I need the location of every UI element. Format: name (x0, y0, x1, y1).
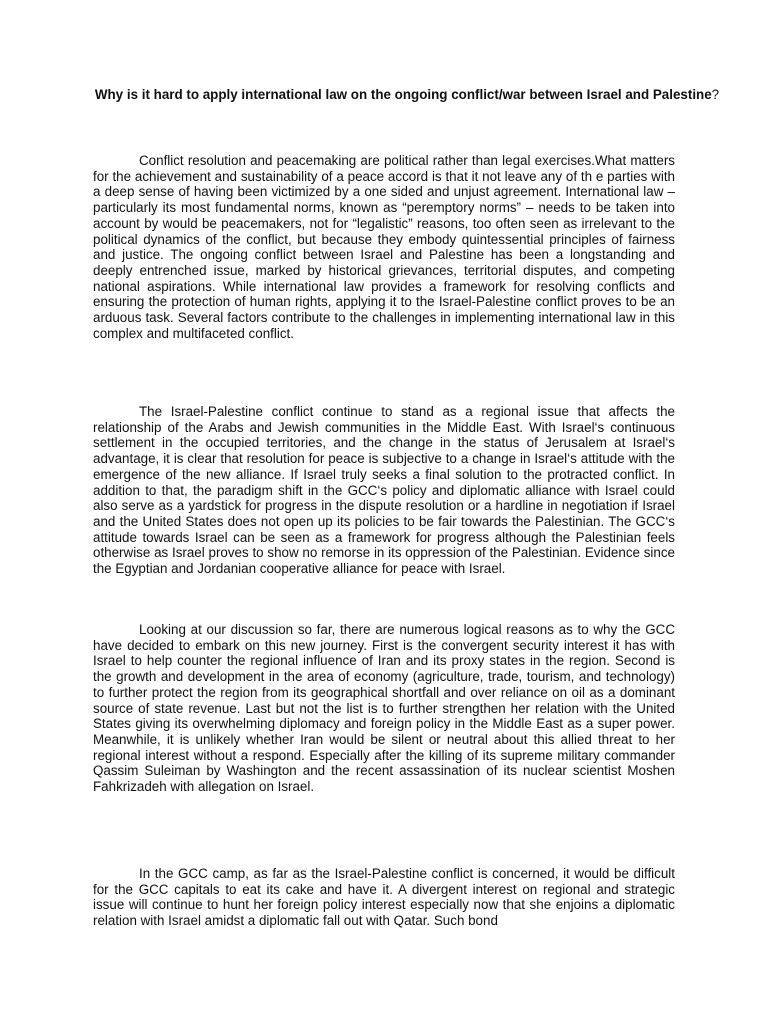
paragraph-3: Looking at our discussion so far, there are numerous logical reasons as to why the GCC have decided to embark on this new journey. First is the convergent security interest it has with Israel to help counter the regional influence of Iran and its proxy states in the region. Second is the growth and development in the area of economy (agriculture, trade, tourism, and technology) to further protect the region from its geographical shortfall and over reliance on oil as a dominant source of state revenue. Last but not the list is to further strengthen her relation with the United States giving its overwhelming diplomacy and foreign policy in the Middle East as a super power. Meanwhile, it is unlikely whether Iran would be silent or neutral about this allied threat to her regional interest without a respond. Especially after the killing of its supreme military commander Qassim Suleiman by Washington and the recent assassination of its nuclear scientist Moshen Fahkrizadeh with allegation on Israel. (93, 622, 675, 795)
paragraph-2: The Israel-Palestine conflict continue to stand as a regional issue that affects the relationship of the Arabs and Jewish communities in the Middle East. With Israel‘s continuous settlement in the occupied territories, and the change in the status of Jerusalem at Israel‘s advantage, it is clear that resolution for peace is subjective to a change in Israel‘s attitude with the emergence of the new alliance. If Israel truly seeks a final solution to the protracted conflict. In addition to that, the paradigm shift in the GCC‘s policy and diplomatic alliance with Israel could also serve as a yardstick for progress in the dispute resolution or a hardline in negotiation if Israel and the United States does not open up its policies to be fair towards the Palestinian. The GCC‘s attitude towards Israel can be seen as a framework for progress although the Palestinian feels otherwise as Israel proves to show no remorse in its oppression of the Palestinian. Evidence since the Egyptian and Jordanian cooperative alliance for peace with Israel. (93, 404, 675, 577)
page-title (92, 87, 722, 103)
paragraph-1: Conflict resolution and peacemaking are political rather than legal exercises.What matters for the achievement and sustainability of a peace accord is that it not leave any of th e parties with a deep sense of having been victimized by a one sided and unjust agreement. International law – particularly its most fundamental norms, known as “peremptory norms” – needs to be taken into account by would be peacemakers, not for “legalistic” reasons, too often seen as irrelevant to the political dynamics of the conflict, but because they embody quintessential principles of fairness and justice. The ongoing conflict between Israel and Palestine has been a longstanding and deeply entrenched issue, marked by historical grievances, territorial disputes, and competing national aspirations. While international law provides a framework for resolving conflicts and ensuring the protection of human rights, applying it to the Israel-Palestine conflict proves to be an arduous task. Several factors contribute to the challenges in implementing international law in this complex and multifaceted conflict. (93, 153, 675, 341)
paragraph-4: In the GCC camp, as far as the Israel-Palestine conflict is concerned, it would be difficult for the GCC capitals to eat its cake and have it. A divergent interest on regional and strategic issue will continue to hunt her foreign policy interest especially now that she enjoins a diplomatic relation with Israel amidst a diplomatic fall out with Qatar. Such bond (93, 866, 675, 929)
title-main: Why is it hard to apply international law on the ongoing conflict/war between Israel and Palestine (94, 87, 712, 102)
title-question-mark: ? (711, 87, 720, 102)
